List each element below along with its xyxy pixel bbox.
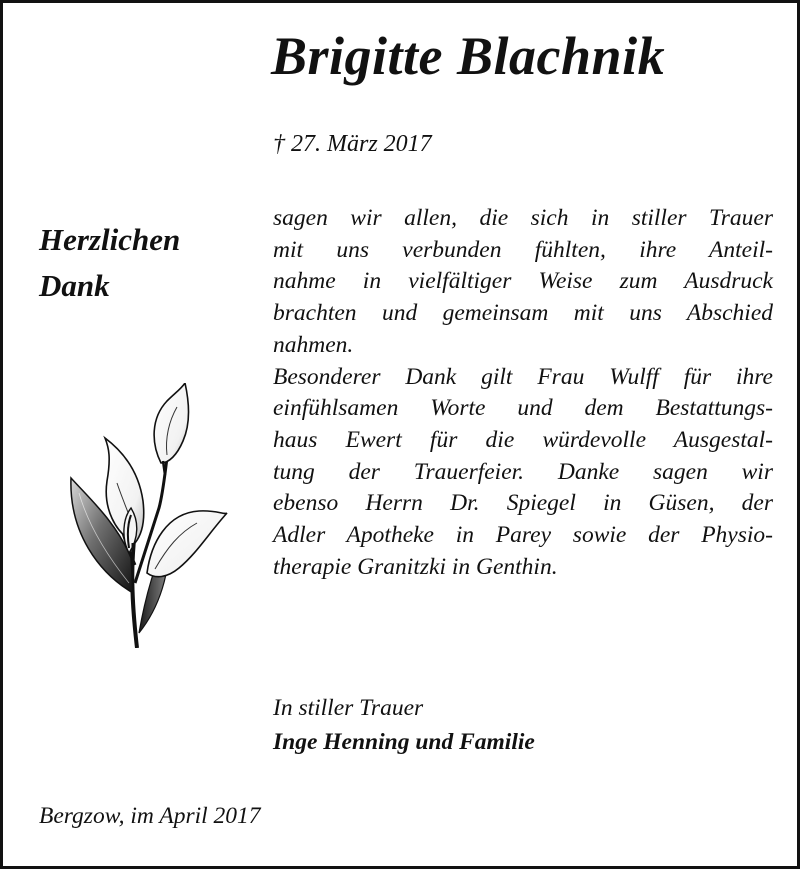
message-line: haus Ewert für die würdevolle Ausgestal-: [273, 426, 773, 453]
deceased-name: Brigitte Blachnik: [271, 26, 666, 86]
message-line: nahme in vielfältiger Weise zum Ausdruck: [273, 268, 773, 295]
message-line: brachten und gemeinsam mit uns Abschied: [273, 300, 773, 327]
message-line: einfühlsamen Worte und dem Bestattungs-: [273, 395, 773, 422]
death-date: † 27. März 2017: [273, 131, 432, 157]
calla-lily-icon: [59, 383, 229, 648]
place-and-date: Bergzow, im April 2017: [39, 803, 261, 829]
message-line: tung der Trauerfeier. Danke sagen wir: [273, 458, 773, 485]
message-line: therapie Granitzki in Genthin.: [273, 553, 558, 580]
message-line: Besonderer Dank gilt Frau Wulff für ihre: [273, 363, 773, 390]
message-line: ebenso Herrn Dr. Spiegel in Güsen, der: [273, 490, 773, 517]
thanks-heading: [39, 217, 180, 309]
message-line: nahmen.: [273, 331, 354, 358]
message-line: sagen wir allen, die sich in stiller Trauer: [273, 205, 773, 231]
thanks-heading-line: Herzlichen: [39, 222, 181, 257]
closing-block: [273, 691, 535, 759]
closing-line: In stiller Trauer: [273, 695, 424, 721]
thanks-message: [273, 203, 773, 583]
family-signature: Inge Henning und Familie: [273, 729, 535, 755]
thanks-heading-line: Dank: [39, 268, 110, 303]
message-line: mit uns verbunden fühlten, ihre Anteil-: [273, 236, 773, 263]
message-line: Adler Apotheke in Parey sowie der Physio-: [273, 522, 773, 549]
